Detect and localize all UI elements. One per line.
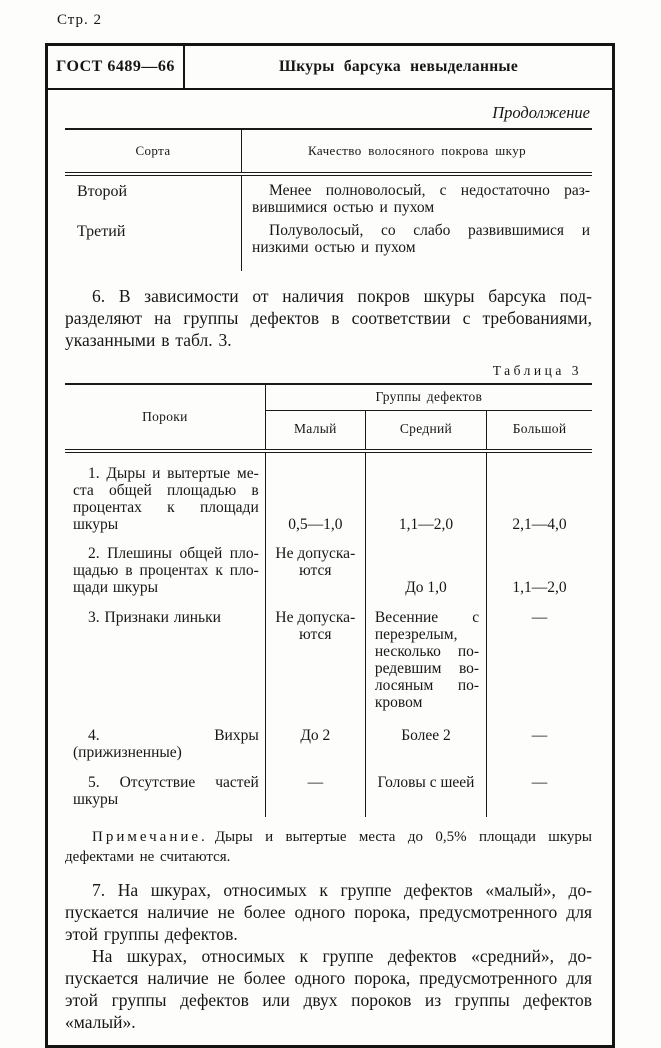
defects-table (65, 383, 592, 817)
defect-name-cell: 4. Вихры (прижизненные) (65, 716, 265, 764)
grades-table (65, 128, 592, 271)
defects-header-row-1 (65, 384, 592, 411)
continuation-label: Продолжение (492, 103, 590, 122)
defects-column-header: Пороки (65, 384, 265, 451)
medium-group-value: Весенние с перезрелым, несколько поредевшим волосяным покровом (365, 605, 486, 716)
quality-cell: Менее полноволосый, с недостаточно развившимися остью и пухом (252, 182, 590, 216)
small-group-value: Не допускаются (265, 605, 365, 716)
grade-row-second (65, 174, 592, 216)
large-group-value: — (531, 609, 548, 626)
quality-column-header: Качество волосяного покрова шкур (242, 129, 592, 174)
defect-row-missing-parts (65, 764, 592, 817)
defect-row-molting (65, 605, 592, 716)
medium-group-value: 1,1—2,0 (365, 451, 486, 540)
small-group-value: — (265, 764, 365, 817)
note-paragraph (65, 827, 592, 867)
defect-row-holes (65, 451, 592, 540)
group-small-header: Малый (265, 411, 365, 452)
grades-column-header: Сорта (65, 129, 242, 174)
small-group-value: Не допускаются (265, 540, 365, 605)
note-label: Примечание. (92, 829, 208, 845)
page-frame (45, 43, 615, 1048)
group-medium-header: Средний (365, 411, 486, 452)
paragraph-7a: 7. На шкурах, относимых к группе дефектов «малый», допускается наличие не более одного порока, предусмотренного для этой группы дефектов. (65, 880, 592, 944)
small-group-value: До 2 (265, 716, 365, 764)
large-group-value: — (531, 727, 548, 744)
note-text: Дыры и вытертые места до 0,5% площади шкуры дефектами не считаются. (65, 829, 592, 865)
defect-name-cell: 3. Признаки линьки (65, 605, 265, 716)
paragraph-6: 6. В зависимости от наличия покров шкуры барсука подразделяют на группы дефектов в соответствии с требованиями, указанными в табл. 3. (65, 286, 592, 350)
large-group-value: 2,1—4,0 (512, 516, 567, 533)
defect-name-cell: 5. Отсутствие частей шкуры (65, 764, 265, 817)
document-title: Шкуры барсука невыделанные (278, 58, 519, 75)
grade-cell: Второй (65, 174, 242, 216)
grade-row-third (65, 216, 592, 271)
page-number-label: Стр. 2 (57, 12, 103, 28)
medium-group-value: Более 2 (365, 716, 486, 764)
page-content (48, 103, 612, 1045)
large-group-value: — (531, 774, 548, 791)
medium-group-value: Головы с шеей (365, 764, 486, 817)
document-header (48, 46, 612, 90)
defect-row-bald-spots (65, 540, 592, 605)
table3-label: Таблица 3 (492, 363, 582, 378)
large-group-value: 1,1—2,0 (512, 579, 567, 596)
gost-number: ГОСТ 6489—66 (48, 46, 185, 88)
grades-table-header-row (65, 129, 592, 174)
grade-cell: Третий (65, 216, 242, 271)
quality-cell: Полуволосый, со слабо развившимися и низкими остью и пухом (252, 222, 590, 256)
defect-name-cell: 1. Дыры и вытертые места общей площадью в процентах к площади шкуры (65, 451, 265, 540)
defect-groups-header: Группы дефектов (265, 384, 592, 411)
medium-group-value: До 1,0 (365, 540, 486, 605)
small-group-value: 0,5—1,0 (265, 451, 365, 540)
defect-name-cell: 2. Плешины общей площадью в процентах к площади шкуры (65, 540, 265, 605)
paragraph-7b: На шкурах, относимых к группе дефектов «средний», допускается наличие не более одного порока, предусмотренного для этой группы дефектов или двух пороков из группы дефектов «малый». (65, 946, 592, 1032)
group-large-header: Большой (487, 411, 592, 452)
defect-row-cowlicks (65, 716, 592, 764)
